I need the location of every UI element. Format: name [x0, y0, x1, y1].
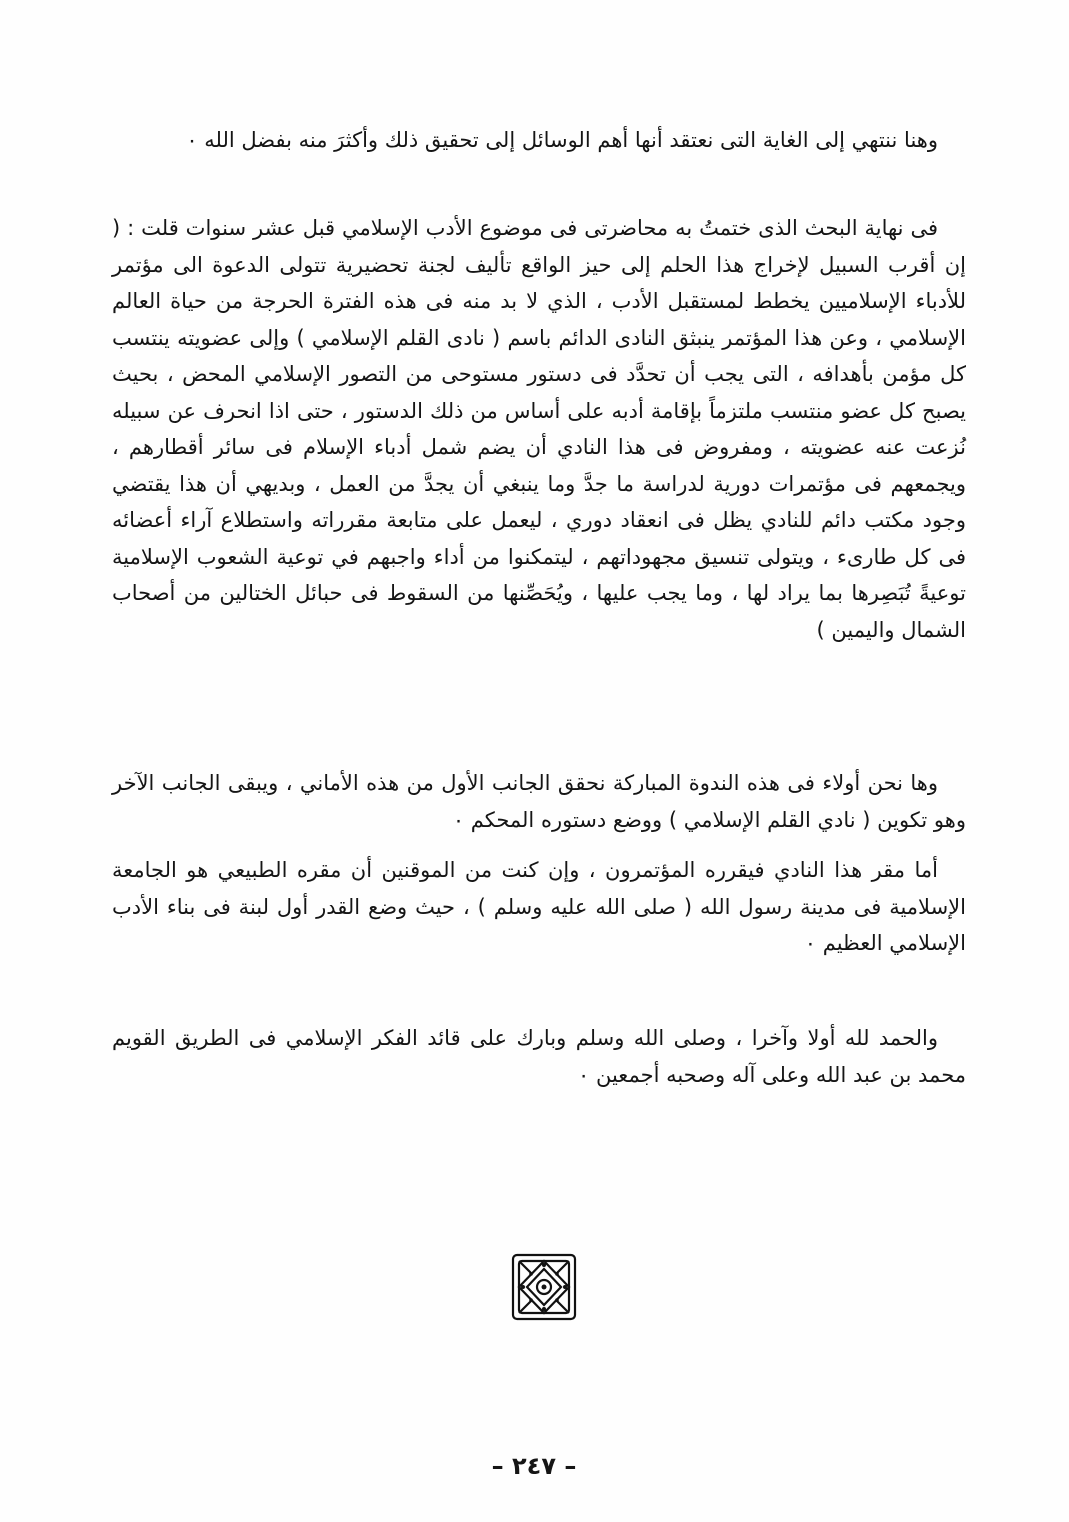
paragraph-closing-goal: وهنا ننتهي إلى الغاية التى نعتقد أنها أهم الوسائل إلى تحقيق ذلك وأكثرَ منه بفضل الله ٠ [186, 128, 938, 152]
body-text [112, 122, 966, 159]
paragraph-quoted-proposal: فى نهاية البحث الذى ختمتُ به محاضرتى فى موضوع الأدب الإسلامي قبل عشر سنوات قلت : ( إن أقرب السبيل لإخراج هذا الحلم إلى حيز الواقع تأليف لجنة تحضيرية تتولى الدعوة الى مؤتمر للأدباء الإسلاميين يخطط لمستقبل الأدب ، الذي لا بد منه فى هذه الفترة الحرجة من حياة العالم الإسلامي ، وعن هذا المؤتمر ينبثق النادى الدائم باسم ( نادى القلم الإسلامي ) وإلى عضويته ينتسب كل مؤمن بأهدافه ، التى يجب أن تحدَّد فى دستور مستوحى من التصور الإسلامي المحض ، بحيث يصبح كل عضو منتسب ملتزماً بإقامة أدبه على أساس من ذلك الدستور ، حتى اذا انحرف عن سبيله نُزعت عنه عضويته ، ومفروض فى هذا النادي أن يضم شمل أدباء الإسلام فى سائر أقطارهم ، ويجمعهم فى مؤتمرات دورية لدراسة ما جدَّ وما ينبغي أن يجدَّ من العمل ، وبديهي أن هذا يقتضي وجود مكتب دائم للنادي يظل فى انعقاد دوري ، ليعمل على متابعة مقرراته واستطلاع آراء أعضائه فى كل طارىء ، ويتولى تنسيق مجهوداتهم ، ليتمكنوا من أداء واجبهم في توعية الشعوب الإسلامية توعيةً تُبَصِرها بما يراد لها ، وما يجب عليها ، ويُحَصِّنها من السقوط فى حبائل الختالين من أصحاب الشمال واليمين ) [112, 216, 966, 642]
paragraph-symposium: وها نحن أولاء فى هذه الندوة المباركة نحقق الجانب الأول من هذه الأماني ، ويبقى الجانب الآخر وهو تكوين ( نادي القلم الإسلامي ) ووضع دستوره المحكم ٠ [112, 771, 966, 832]
page-number: – ٢٤٧ – [491, 1452, 577, 1480]
paragraph-club-headquarters: أما مقر هذا النادي فيقرره المؤتمرون ، وإن كنت من الموقنين أن مقره الطبيعي هو الجامعة الإسلامية فى مدينة رسول الله ( صلى الله عليه وسلم ) ، حيث وضع القدر أول لبنة فى بناء الأدب الإسلامي العظيم ٠ [112, 858, 966, 955]
body-text [112, 852, 966, 962]
arabesque-ornament-icon [510, 1252, 578, 1322]
paragraph-closing-praise: والحمد لله أولا وآخرا ، وصلى الله وسلم وبارك على قائد الفكر الإسلامي فى الطريق القويم محمد بن عبد الله وعلى آله وصحبه أجمعين ٠ [112, 1026, 966, 1087]
body-text [112, 210, 966, 648]
body-text [112, 765, 966, 838]
body-text [112, 1020, 966, 1093]
